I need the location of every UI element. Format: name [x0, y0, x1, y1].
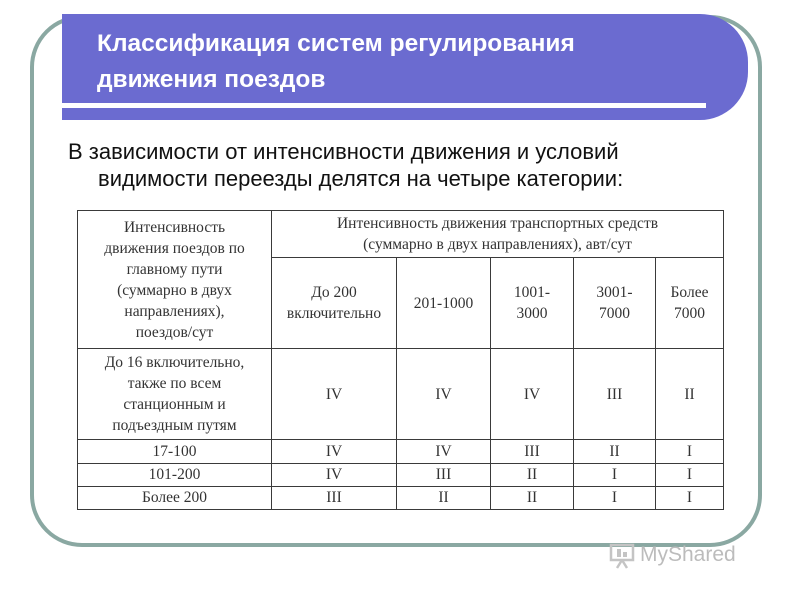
- col-header-line: 201-1000: [413, 294, 474, 312]
- row-header-line: движения поездов по: [104, 239, 245, 257]
- col-header-line: 1001-: [513, 284, 551, 302]
- category-cell: IV: [491, 349, 574, 440]
- row-label-cell: Более 200: [78, 486, 272, 509]
- table-row: [78, 486, 724, 509]
- col-group-header-line: Интенсивность движения транспортных средств: [336, 215, 659, 233]
- slide-title: [97, 26, 717, 98]
- row-header-line: направлениях),: [124, 302, 225, 320]
- table-row: [78, 349, 724, 440]
- col-header-line: До 200: [311, 284, 357, 302]
- col-header-line: Более: [670, 284, 709, 302]
- category-cell: III: [491, 440, 574, 463]
- row-label-line: До 16 включительно,: [104, 354, 245, 372]
- title-line-2: движения поездов: [97, 66, 326, 93]
- row-label-line: также по всем: [127, 375, 222, 393]
- col-header-cell: [491, 258, 574, 349]
- title-line-1: Классификация систем регулирования: [97, 30, 575, 57]
- category-cell: III: [272, 486, 397, 509]
- col-header-line: включительно: [286, 305, 382, 323]
- row-header-line: поездов/сут: [135, 323, 214, 341]
- category-cell: I: [656, 486, 724, 509]
- row-header-line: (суммарно в двух: [117, 281, 232, 299]
- col-header-cell: [397, 258, 491, 349]
- category-cell: II: [491, 486, 574, 509]
- row-label-line: подъездным путям: [112, 417, 237, 435]
- col-header-line: 3001-: [596, 284, 633, 302]
- row-header-line: Интенсивность: [123, 218, 226, 236]
- intro-line-1: В зависимости от интенсивности движения и условий: [68, 139, 619, 164]
- col-header-cell: [272, 258, 397, 349]
- category-cell: IV: [272, 349, 397, 440]
- category-cell: III: [397, 463, 491, 486]
- title-underline: [62, 103, 706, 108]
- col-header-line: 7000: [674, 305, 706, 323]
- category-cell: IV: [397, 349, 491, 440]
- col-group-header-line: (суммарно в двух направлениях), авт/сут: [363, 236, 632, 254]
- row-header-line: главному пути: [126, 260, 223, 278]
- category-cell: II: [397, 486, 491, 509]
- table-row: [78, 463, 724, 486]
- category-cell: IV: [272, 463, 397, 486]
- presentation-board-icon: [608, 541, 636, 569]
- row-label-line: станционным и: [123, 396, 226, 414]
- row-label-cell: [78, 349, 272, 440]
- intro-text: [68, 138, 728, 192]
- category-cell: III: [574, 349, 656, 440]
- row-header-cell: [78, 211, 272, 349]
- category-cell: II: [656, 349, 724, 440]
- watermark-text: MyShared: [640, 543, 736, 566]
- row-label-cell: 101-200: [78, 463, 272, 486]
- col-header-cell: [574, 258, 656, 349]
- crossing-category-table: [77, 210, 724, 510]
- col-header-line: 7000: [599, 305, 630, 323]
- table-row: [78, 440, 724, 463]
- category-cell: I: [656, 440, 724, 463]
- watermark: [608, 540, 736, 570]
- col-header-cell: [656, 258, 724, 349]
- category-cell: I: [574, 486, 656, 509]
- category-cell: II: [491, 463, 574, 486]
- col-header-line: 3000: [516, 305, 548, 323]
- category-cell: I: [656, 463, 724, 486]
- category-cell: IV: [397, 440, 491, 463]
- intro-line-2: видимости переезды делятся на четыре категории:: [98, 166, 624, 191]
- category-cell: II: [574, 440, 656, 463]
- col-group-header-cell: [272, 211, 724, 258]
- table-header-row: [78, 211, 724, 258]
- category-cell: IV: [272, 440, 397, 463]
- row-label-cell: 17-100: [78, 440, 272, 463]
- category-cell: I: [574, 463, 656, 486]
